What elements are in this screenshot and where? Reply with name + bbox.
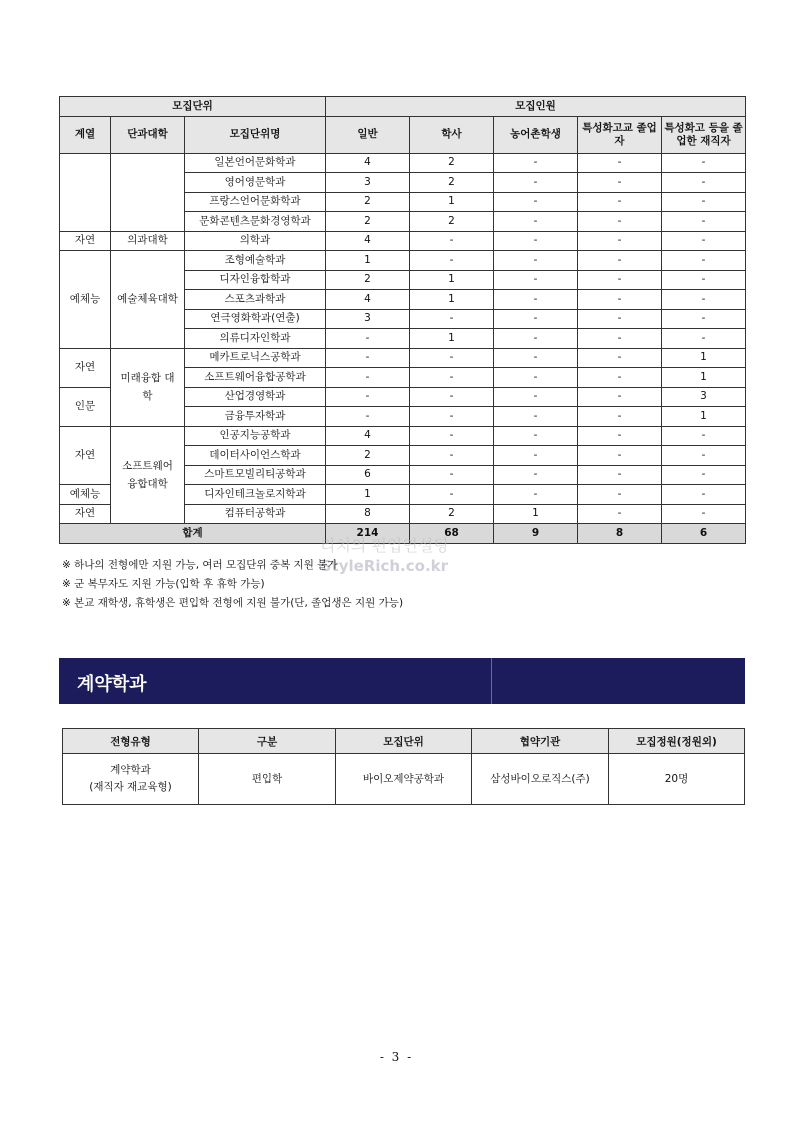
value-cell: - <box>578 426 662 446</box>
table-row <box>60 426 746 446</box>
value-cell: - <box>410 368 494 388</box>
value-cell: 1 <box>662 407 746 427</box>
college-cell: 의과대학 <box>111 231 185 251</box>
col-dept: 모집단위명 <box>185 116 326 153</box>
value-cell: - <box>578 173 662 193</box>
value-cell: 1 <box>410 290 494 310</box>
total-value: 68 <box>410 524 494 544</box>
value-cell: - <box>326 387 410 407</box>
dept-cell: 조형예술학과 <box>185 251 326 271</box>
contract-type-line2: (재직자 재교육형) <box>89 781 172 793</box>
value-cell: 4 <box>326 231 410 251</box>
dept-cell: 메카트로닉스공학과 <box>185 348 326 368</box>
field-cell: 자연 <box>60 348 111 387</box>
value-cell: - <box>578 153 662 173</box>
watermark-line1: 리치의 편입연설팅 <box>320 536 449 555</box>
value-cell: - <box>494 426 578 446</box>
college-cell <box>111 153 185 231</box>
field-cell: 자연 <box>60 426 111 485</box>
value-cell: - <box>578 192 662 212</box>
header-unit: 모집단위 <box>60 97 326 117</box>
table-row <box>60 348 746 368</box>
contract-col-category: 구분 <box>199 729 336 754</box>
total-value: 9 <box>494 524 578 544</box>
value-cell: - <box>662 485 746 505</box>
value-cell: 1 <box>662 348 746 368</box>
value-cell: 8 <box>326 504 410 524</box>
dept-cell: 문화콘텐츠문화경영학과 <box>185 212 326 232</box>
contract-col-type: 전형유형 <box>63 729 199 754</box>
value-cell: - <box>494 407 578 427</box>
value-cell: - <box>578 270 662 290</box>
value-cell: - <box>494 212 578 232</box>
value-cell: 3 <box>326 173 410 193</box>
value-cell: - <box>410 251 494 271</box>
value-cell: - <box>494 309 578 329</box>
dept-cell: 산업경영학과 <box>185 387 326 407</box>
value-cell: 3 <box>662 387 746 407</box>
dept-cell: 금융투자학과 <box>185 407 326 427</box>
dept-cell: 프랑스언어문화학과 <box>185 192 326 212</box>
value-cell: - <box>410 309 494 329</box>
col-general: 일반 <box>326 116 410 153</box>
value-cell: - <box>410 387 494 407</box>
field-cell: 예체능 <box>60 251 111 349</box>
value-cell: - <box>494 231 578 251</box>
value-cell: - <box>578 446 662 466</box>
value-cell: - <box>410 231 494 251</box>
value-cell: - <box>662 192 746 212</box>
value-cell: - <box>410 348 494 368</box>
value-cell: - <box>494 270 578 290</box>
col-vocational: 특성화고교 졸업자 <box>578 116 662 153</box>
value-cell: - <box>662 446 746 466</box>
value-cell: 2 <box>326 192 410 212</box>
col-college: 단과대학 <box>111 116 185 153</box>
value-cell: 2 <box>326 270 410 290</box>
value-cell: - <box>326 368 410 388</box>
value-cell: - <box>662 504 746 524</box>
value-cell: 2 <box>410 504 494 524</box>
value-cell: - <box>578 329 662 349</box>
value-cell: - <box>494 251 578 271</box>
value-cell: 1 <box>494 504 578 524</box>
col-rural: 농어촌학생 <box>494 116 578 153</box>
value-cell: - <box>494 153 578 173</box>
value-cell: 1 <box>326 485 410 505</box>
value-cell: - <box>578 504 662 524</box>
dept-cell: 의류디자인학과 <box>185 329 326 349</box>
value-cell: - <box>494 387 578 407</box>
dept-cell: 의학과 <box>185 231 326 251</box>
contract-partner-cell: 삼성바이오로직스(주) <box>472 754 609 805</box>
value-cell: - <box>494 192 578 212</box>
note-item: ※ 하나의 전형에만 지원 가능, 여러 모집단위 중복 지원 불가 <box>62 559 338 571</box>
field-cell: 예체능 <box>60 485 111 505</box>
value-cell: 2 <box>326 212 410 232</box>
table-row <box>60 231 746 251</box>
field-cell: 자연 <box>60 231 111 251</box>
value-cell: - <box>578 407 662 427</box>
value-cell: 1 <box>410 270 494 290</box>
value-cell: - <box>578 348 662 368</box>
value-cell: 1 <box>410 192 494 212</box>
value-cell: - <box>662 251 746 271</box>
value-cell: - <box>578 387 662 407</box>
field-cell <box>60 153 111 231</box>
value-cell: - <box>494 446 578 466</box>
value-cell: 4 <box>326 426 410 446</box>
dept-cell: 디자인테크놀로지학과 <box>185 485 326 505</box>
value-cell: - <box>326 407 410 427</box>
contract-col-quota: 모집정원(정원외) <box>609 729 745 754</box>
dept-cell: 스포츠과학과 <box>185 290 326 310</box>
value-cell: 1 <box>410 329 494 349</box>
dept-cell: 디자인융합학과 <box>185 270 326 290</box>
recruitment-table <box>59 96 746 544</box>
value-cell: - <box>578 251 662 271</box>
value-cell: - <box>494 290 578 310</box>
dept-cell: 인공지능공학과 <box>185 426 326 446</box>
value-cell: - <box>578 368 662 388</box>
value-cell: 4 <box>326 153 410 173</box>
value-cell: - <box>662 270 746 290</box>
contract-type-line1: 계약학과 <box>110 764 151 776</box>
value-cell: - <box>494 465 578 485</box>
value-cell: - <box>410 407 494 427</box>
table-row <box>60 153 746 173</box>
note-item: ※ 본교 재학생, 휴학생은 편입학 전형에 지원 불가(단, 졸업생은 지원 가능) <box>62 597 404 609</box>
col-bachelor: 학사 <box>410 116 494 153</box>
value-cell: - <box>410 426 494 446</box>
value-cell: 4 <box>326 290 410 310</box>
header-count: 모집인원 <box>326 97 746 117</box>
value-cell: 2 <box>326 446 410 466</box>
contract-quota-cell: 20명 <box>609 754 745 805</box>
dept-cell: 스마트모빌리티공학과 <box>185 465 326 485</box>
value-cell: - <box>494 173 578 193</box>
field-cell: 자연 <box>60 504 111 524</box>
value-cell: - <box>662 426 746 446</box>
section-title: 계약학과 <box>77 674 147 695</box>
value-cell: 6 <box>326 465 410 485</box>
contract-unit-cell: 바이오제약공학과 <box>336 754 472 805</box>
page-number: - 3 - <box>379 1050 414 1064</box>
value-cell: 1 <box>326 251 410 271</box>
dept-cell: 영어영문학과 <box>185 173 326 193</box>
value-cell: 2 <box>410 153 494 173</box>
college-cell: 미래융합 대학 <box>111 348 185 426</box>
value-cell: - <box>494 348 578 368</box>
value-cell: - <box>494 368 578 388</box>
section-header <box>59 658 745 704</box>
value-cell: - <box>662 153 746 173</box>
value-cell: - <box>662 290 746 310</box>
contract-col-partner: 협약기관 <box>472 729 609 754</box>
value-cell: - <box>662 465 746 485</box>
value-cell: - <box>410 446 494 466</box>
value-cell: - <box>578 290 662 310</box>
col-vocational-worker: 특성화고 등을 졸업한 재직자 <box>662 116 746 153</box>
value-cell: - <box>410 465 494 485</box>
value-cell: - <box>578 212 662 232</box>
notes <box>62 556 403 613</box>
table-row <box>63 754 745 805</box>
total-label: 합계 <box>60 524 326 544</box>
total-value: 6 <box>662 524 746 544</box>
value-cell: - <box>410 485 494 505</box>
value-cell: - <box>494 485 578 505</box>
contract-type-cell <box>63 754 199 805</box>
dept-cell: 연극영화학과(연출) <box>185 309 326 329</box>
contract-col-unit: 모집단위 <box>336 729 472 754</box>
contract-table <box>62 728 745 805</box>
value-cell: - <box>662 329 746 349</box>
total-value: 8 <box>578 524 662 544</box>
contract-category-cell: 편입학 <box>199 754 336 805</box>
field-cell: 인문 <box>60 387 111 426</box>
note-item: ※ 군 복무자도 지원 가능(입학 후 휴학 가능) <box>62 578 265 590</box>
dept-cell: 데이터사이언스학과 <box>185 446 326 466</box>
value-cell: - <box>578 231 662 251</box>
dept-cell: 소프트웨어융합공학과 <box>185 368 326 388</box>
value-cell: - <box>326 329 410 349</box>
value-cell: - <box>662 231 746 251</box>
dept-cell: 컴퓨터공학과 <box>185 504 326 524</box>
value-cell: 3 <box>326 309 410 329</box>
college-cell: 소프트웨어 융합대학 <box>111 426 185 524</box>
value-cell: - <box>662 173 746 193</box>
dept-cell: 일본언어문화학과 <box>185 153 326 173</box>
value-cell: - <box>578 465 662 485</box>
section-divider <box>491 658 492 704</box>
watermark-line2: StyleRich.co.kr <box>320 557 449 575</box>
col-field: 계열 <box>60 116 111 153</box>
value-cell: - <box>578 485 662 505</box>
college-cell: 예술체육대학 <box>111 251 185 349</box>
value-cell: 1 <box>662 368 746 388</box>
value-cell: - <box>662 309 746 329</box>
value-cell: - <box>578 309 662 329</box>
value-cell: 2 <box>410 212 494 232</box>
value-cell: - <box>662 212 746 232</box>
total-value: 214 <box>326 524 410 544</box>
value-cell: - <box>494 329 578 349</box>
table-row <box>60 251 746 271</box>
value-cell: - <box>326 348 410 368</box>
value-cell: 2 <box>410 173 494 193</box>
